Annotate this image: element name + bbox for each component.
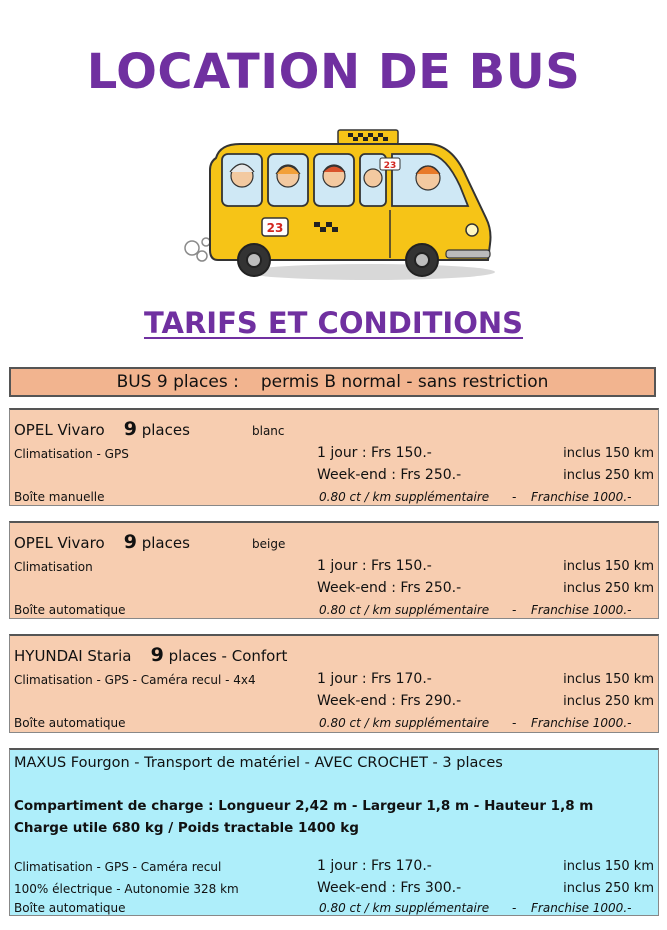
separator-dash: - [512,716,517,730]
seat-count: 9 [123,418,137,440]
gearbox: Boîte automatique [14,716,126,730]
gearbox: Boîte manuelle [14,490,105,504]
vehicle-features: Climatisation [14,560,93,574]
maxus-card [9,748,659,916]
extra-km-rate: 0.80 ct / km supplémentaire [319,901,490,915]
bus-illustration [180,126,502,284]
vehicle-model [14,418,190,440]
separator-dash: - [512,603,517,617]
page-title: LOCATION DE BUS [86,44,581,100]
extra-km-rate: 0.80 ct / km supplémentaire [319,603,490,617]
weekend-km-included: inclus 250 km [563,468,654,483]
weekend-price: Week-end : Frs 250.- [317,580,462,596]
license-requirement: permis B normal - sans restriction [260,372,549,392]
vehicle-card [9,521,659,619]
franchise: Franchise 1000.- [531,901,632,915]
electric-range: 100% électrique - Autonomie 328 km [14,882,239,896]
vehicle-card [9,634,659,733]
weekend-km-included: inclus 250 km [563,581,654,596]
vehicle-features: Climatisation - GPS - Caméra recul [14,860,222,874]
day-price: 1 jour : Frs 150.- [317,445,432,461]
separator-dash: - [512,901,517,915]
weekend-price: Week-end : Frs 290.- [317,693,462,709]
vehicle-features: Climatisation - GPS [14,447,129,461]
day-km-included: inclus 150 km [563,559,654,574]
seat-label: places - Confort [168,647,288,665]
maxus-title: MAXUS Fourgon - Transport de matériel - AVEC CROCHET - 3 places [14,755,503,771]
weekend-km-included: inclus 250 km [563,881,654,896]
extra-km-rate: 0.80 ct / km supplémentaire [319,716,490,730]
day-price: 1 jour : Frs 150.- [317,558,432,574]
cargo-dimensions: Compartiment de charge : Longueur 2,42 m - Largeur 1,8 m - Hauteur 1,8 m [14,798,594,814]
weekend-km-included: inclus 250 km [563,694,654,709]
franchise: Franchise 1000.- [531,490,632,504]
day-km-included: inclus 150 km [563,859,654,874]
vehicle-color: blanc [252,424,285,438]
plate-number: 23 [266,221,284,235]
weekend-price: Week-end : Frs 300.- [317,880,462,896]
separator-dash: - [512,490,517,504]
seat-count: 9 [150,644,164,666]
franchise: Franchise 1000.- [531,716,632,730]
gearbox: Boîte automatique [14,901,126,915]
seat-label: places [141,421,190,439]
section-subtitle: TARIFS ET CONDITIONS [143,306,524,340]
model-name: OPEL Vivaro [14,421,105,439]
weekend-price: Week-end : Frs 250.- [317,467,462,483]
extra-km-rate: 0.80 ct / km supplémentaire [319,490,490,504]
day-km-included: inclus 150 km [563,672,654,687]
vehicle-model [14,531,190,553]
vehicle-color: beige [252,537,286,551]
vehicle-model [14,644,287,666]
category-header [9,367,656,397]
model-name: OPEL Vivaro [14,534,105,552]
vehicle-card [9,408,659,506]
category-label: BUS 9 places : [116,372,239,392]
gearbox: Boîte automatique [14,603,126,617]
seat-count: 9 [123,531,137,553]
vehicle-features: Climatisation - GPS - Caméra recul - 4x4 [14,673,256,687]
day-km-included: inclus 150 km [563,446,654,461]
seat-label: places [141,534,190,552]
franchise: Franchise 1000.- [531,603,632,617]
day-price: 1 jour : Frs 170.- [317,671,432,687]
payload-info: Charge utile 680 kg / Poids tractable 1400 kg [14,820,359,836]
model-name: HYUNDAI Staria [14,647,132,665]
windshield-number: 23 [383,161,397,171]
day-price: 1 jour : Frs 170.- [317,858,432,874]
